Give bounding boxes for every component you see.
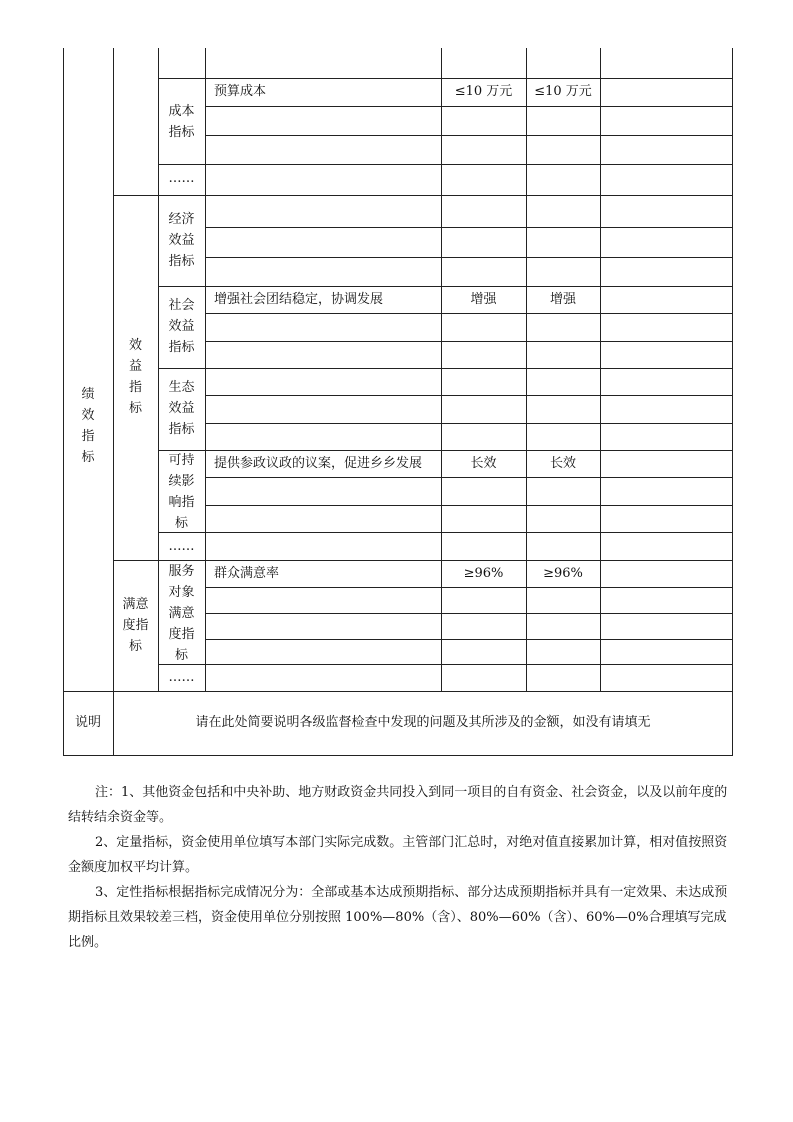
budget-cost-content: 预算成本 [214, 84, 267, 99]
service-satisfaction-label: 服务 对象 满意 度指 标 [168, 564, 195, 663]
public-satisfaction-content: 群众满意率 [214, 566, 280, 581]
social-stability-content: 增强社会团结稳定，协调发展 [214, 292, 384, 307]
sustainable-impact-label: 可持 续影 响指 标 [168, 453, 195, 531]
satisfaction-indicator-label: 满意 度指 标 [122, 597, 149, 654]
cost-more-label: …… [168, 171, 195, 186]
social-benefit-label: 社会 效益 指标 [168, 298, 195, 355]
sustainable-proposal-target: 长效 [470, 456, 497, 471]
sustainable-proposal-actual: 长效 [549, 456, 576, 471]
performance-indicator-label: 绩 效 指 标 [81, 387, 95, 465]
note-2: 2、定量指标，资金使用单位填写本部门实际完成数。主管部门汇总时，对绝对值直接累加计算，相对值按照资金额度加权平均计算。 [68, 835, 728, 875]
budget-cost-actual: ≤10 万元 [534, 84, 592, 99]
sustainable-more-label: …… [168, 539, 195, 554]
benefit-indicator-label: 效 益 指 标 [128, 338, 142, 416]
service-more-label: …… [168, 670, 195, 685]
social-stability-target: 增强 [470, 292, 497, 307]
notes-section [68, 780, 728, 955]
note-3: 3、定性指标根据指标完成情况分为：全部或基本达成预期指标、部分达成预期指标并具有一定效果、未达成预期指标且效果较差三档，资金使用单位分别按照 100%—80%（含）、80%—60%（含）、60%—0%合理填写完成比例。 [68, 885, 728, 950]
sustainable-proposal-content: 提供参政议政的议案，促进乡乡发展 [214, 456, 423, 471]
cost-indicator-label: 成本 指标 [168, 104, 195, 140]
remark-label: 说明 [74, 715, 101, 730]
ecological-benefit-label: 生态 效益 指标 [168, 380, 195, 437]
public-satisfaction-actual: ≥96% [543, 566, 583, 581]
remark-text: 请在此处简要说明各级监督检查中发现的问题及其所涉及的金额，如没有请填无 [195, 715, 651, 730]
public-satisfaction-target: ≥96% [463, 566, 504, 581]
social-stability-actual: 增强 [549, 292, 576, 307]
economic-benefit-label: 经济 效益 指标 [168, 212, 195, 269]
budget-cost-target: ≤10 万元 [454, 84, 513, 99]
note-1: 注：1、其他资金包括和中央补助、地方财政资金共同投入到同一项目的自有资金、社会资金，以及以前年度的结转结余资金等。 [68, 785, 728, 825]
